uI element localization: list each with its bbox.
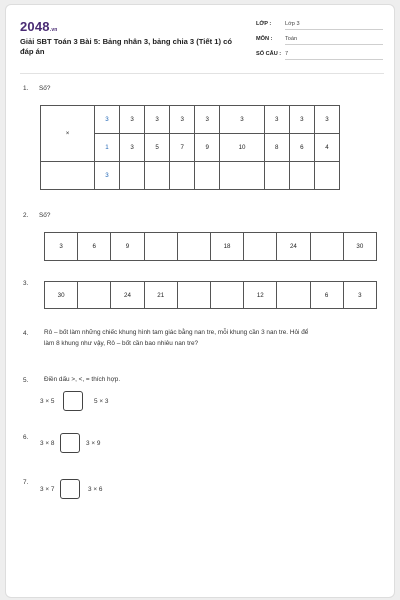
operator-cell: × (41, 106, 95, 162)
question-number: 7. (23, 479, 29, 486)
sequence-cell[interactable] (277, 282, 310, 309)
answer-cell[interactable] (220, 162, 264, 190)
number-sequence-table (44, 232, 377, 261)
sequence-cell: 3 (45, 233, 78, 261)
question-6 (23, 434, 39, 441)
question-5 (23, 377, 39, 384)
table-cell: 4 (314, 134, 339, 162)
left-expression: 3 × 8 (40, 440, 55, 447)
answer-cell[interactable] (289, 162, 314, 190)
number-sequence-table (44, 281, 377, 309)
table-cell: 3 (264, 106, 289, 134)
question-text: Số? (39, 85, 51, 92)
question-3 (23, 280, 39, 287)
answer-cell[interactable] (314, 162, 339, 190)
class-label: LỚP : (256, 21, 272, 27)
page-title: Giải SBT Toán 3 Bài 5: Bảng nhân 3, bảng chia 3 (Tiết 1) có đáp án (20, 37, 232, 56)
answer-cell[interactable] (170, 162, 195, 190)
answer-cell[interactable] (120, 162, 145, 190)
table-cell: 7 (170, 134, 195, 162)
question-count-label: SỐ CÂU : (256, 51, 282, 57)
left-expression: 3 × 5 (40, 398, 55, 405)
table-cell: 3 (289, 106, 314, 134)
logo-text: 2048 (20, 19, 50, 34)
question-number: 2. (23, 212, 29, 219)
multiplication-table (40, 105, 340, 190)
table-cell: 3 (95, 106, 120, 134)
site-logo[interactable] (20, 19, 58, 34)
table-cell: 3 (170, 106, 195, 134)
question-1 (23, 85, 50, 92)
sequence-cell: 3 (343, 282, 376, 309)
question-number: 5. (23, 377, 29, 384)
right-expression: 5 × 3 (94, 398, 109, 405)
right-expression: 3 × 6 (88, 486, 103, 493)
subject-value: Toán (285, 36, 383, 45)
question-text: Số? (39, 212, 51, 219)
table-cell: 10 (220, 134, 264, 162)
question-4 (23, 330, 39, 337)
right-expression: 3 × 9 (86, 440, 101, 447)
table-cell: 3 (195, 106, 220, 134)
question-number: 1. (23, 85, 29, 92)
sequence-cell: 6 (310, 282, 343, 309)
table-cell: 3 (145, 106, 170, 134)
sequence-cell: 30 (343, 233, 376, 261)
sequence-cell: 9 (111, 233, 144, 261)
table-cell: 3 (120, 106, 145, 134)
sequence-cell: 30 (45, 282, 78, 309)
left-expression: 3 × 7 (40, 486, 55, 493)
sequence-cell[interactable] (310, 233, 343, 261)
worksheet-page (5, 4, 395, 598)
table-cell: 8 (264, 134, 289, 162)
question-4-text (44, 327, 308, 349)
question-number: 6. (23, 434, 29, 441)
table-cell: 3 (220, 106, 264, 134)
sequence-cell: 24 (277, 233, 310, 261)
sequence-cell: 21 (144, 282, 177, 309)
question-text-line: làm 8 khung như vậy, Rô – bốt cần bao nhiêu nan tre? (44, 340, 199, 347)
comparison-answer-box[interactable] (60, 433, 80, 453)
sequence-cell: 24 (111, 282, 144, 309)
question-number: 4. (23, 330, 29, 337)
sequence-cell[interactable] (177, 233, 210, 261)
question-text: Điền dấu >, <, = thích hợp. (44, 376, 121, 383)
table-cell: 3 (120, 134, 145, 162)
logo-domain: .vn (49, 27, 58, 33)
answer-cell[interactable] (264, 162, 289, 190)
sequence-cell[interactable] (78, 282, 111, 309)
comparison-answer-box[interactable] (63, 391, 83, 411)
sequence-cell[interactable] (244, 233, 277, 261)
question-7 (23, 479, 39, 486)
question-2 (23, 212, 50, 219)
answer-cell[interactable] (195, 162, 220, 190)
class-value: Lớp 3 (285, 21, 383, 30)
sequence-cell: 18 (210, 233, 243, 261)
header-divider (20, 73, 384, 74)
table-cell: 5 (145, 134, 170, 162)
sequence-cell: 6 (78, 233, 111, 261)
question-count-value: 7 (285, 51, 383, 60)
table-cell: 6 (289, 134, 314, 162)
table-cell: 3 (95, 162, 120, 190)
question-text-line: Rô – bốt làm những chiếc khung hình tam giác bằng nan tre, mỗi khung cần 3 nan tre. Hỏi để (44, 329, 309, 336)
table-cell (41, 162, 95, 190)
comparison-answer-box[interactable] (60, 479, 80, 499)
question-number: 3. (23, 280, 29, 287)
answer-cell[interactable] (145, 162, 170, 190)
table-cell: 1 (95, 134, 120, 162)
sequence-cell[interactable] (177, 282, 210, 309)
table-cell: 3 (314, 106, 339, 134)
sequence-cell: 12 (244, 282, 277, 309)
table-cell: 9 (195, 134, 220, 162)
subject-label: MÔN : (256, 36, 273, 42)
sequence-cell[interactable] (144, 233, 177, 261)
sequence-cell[interactable] (210, 282, 243, 309)
